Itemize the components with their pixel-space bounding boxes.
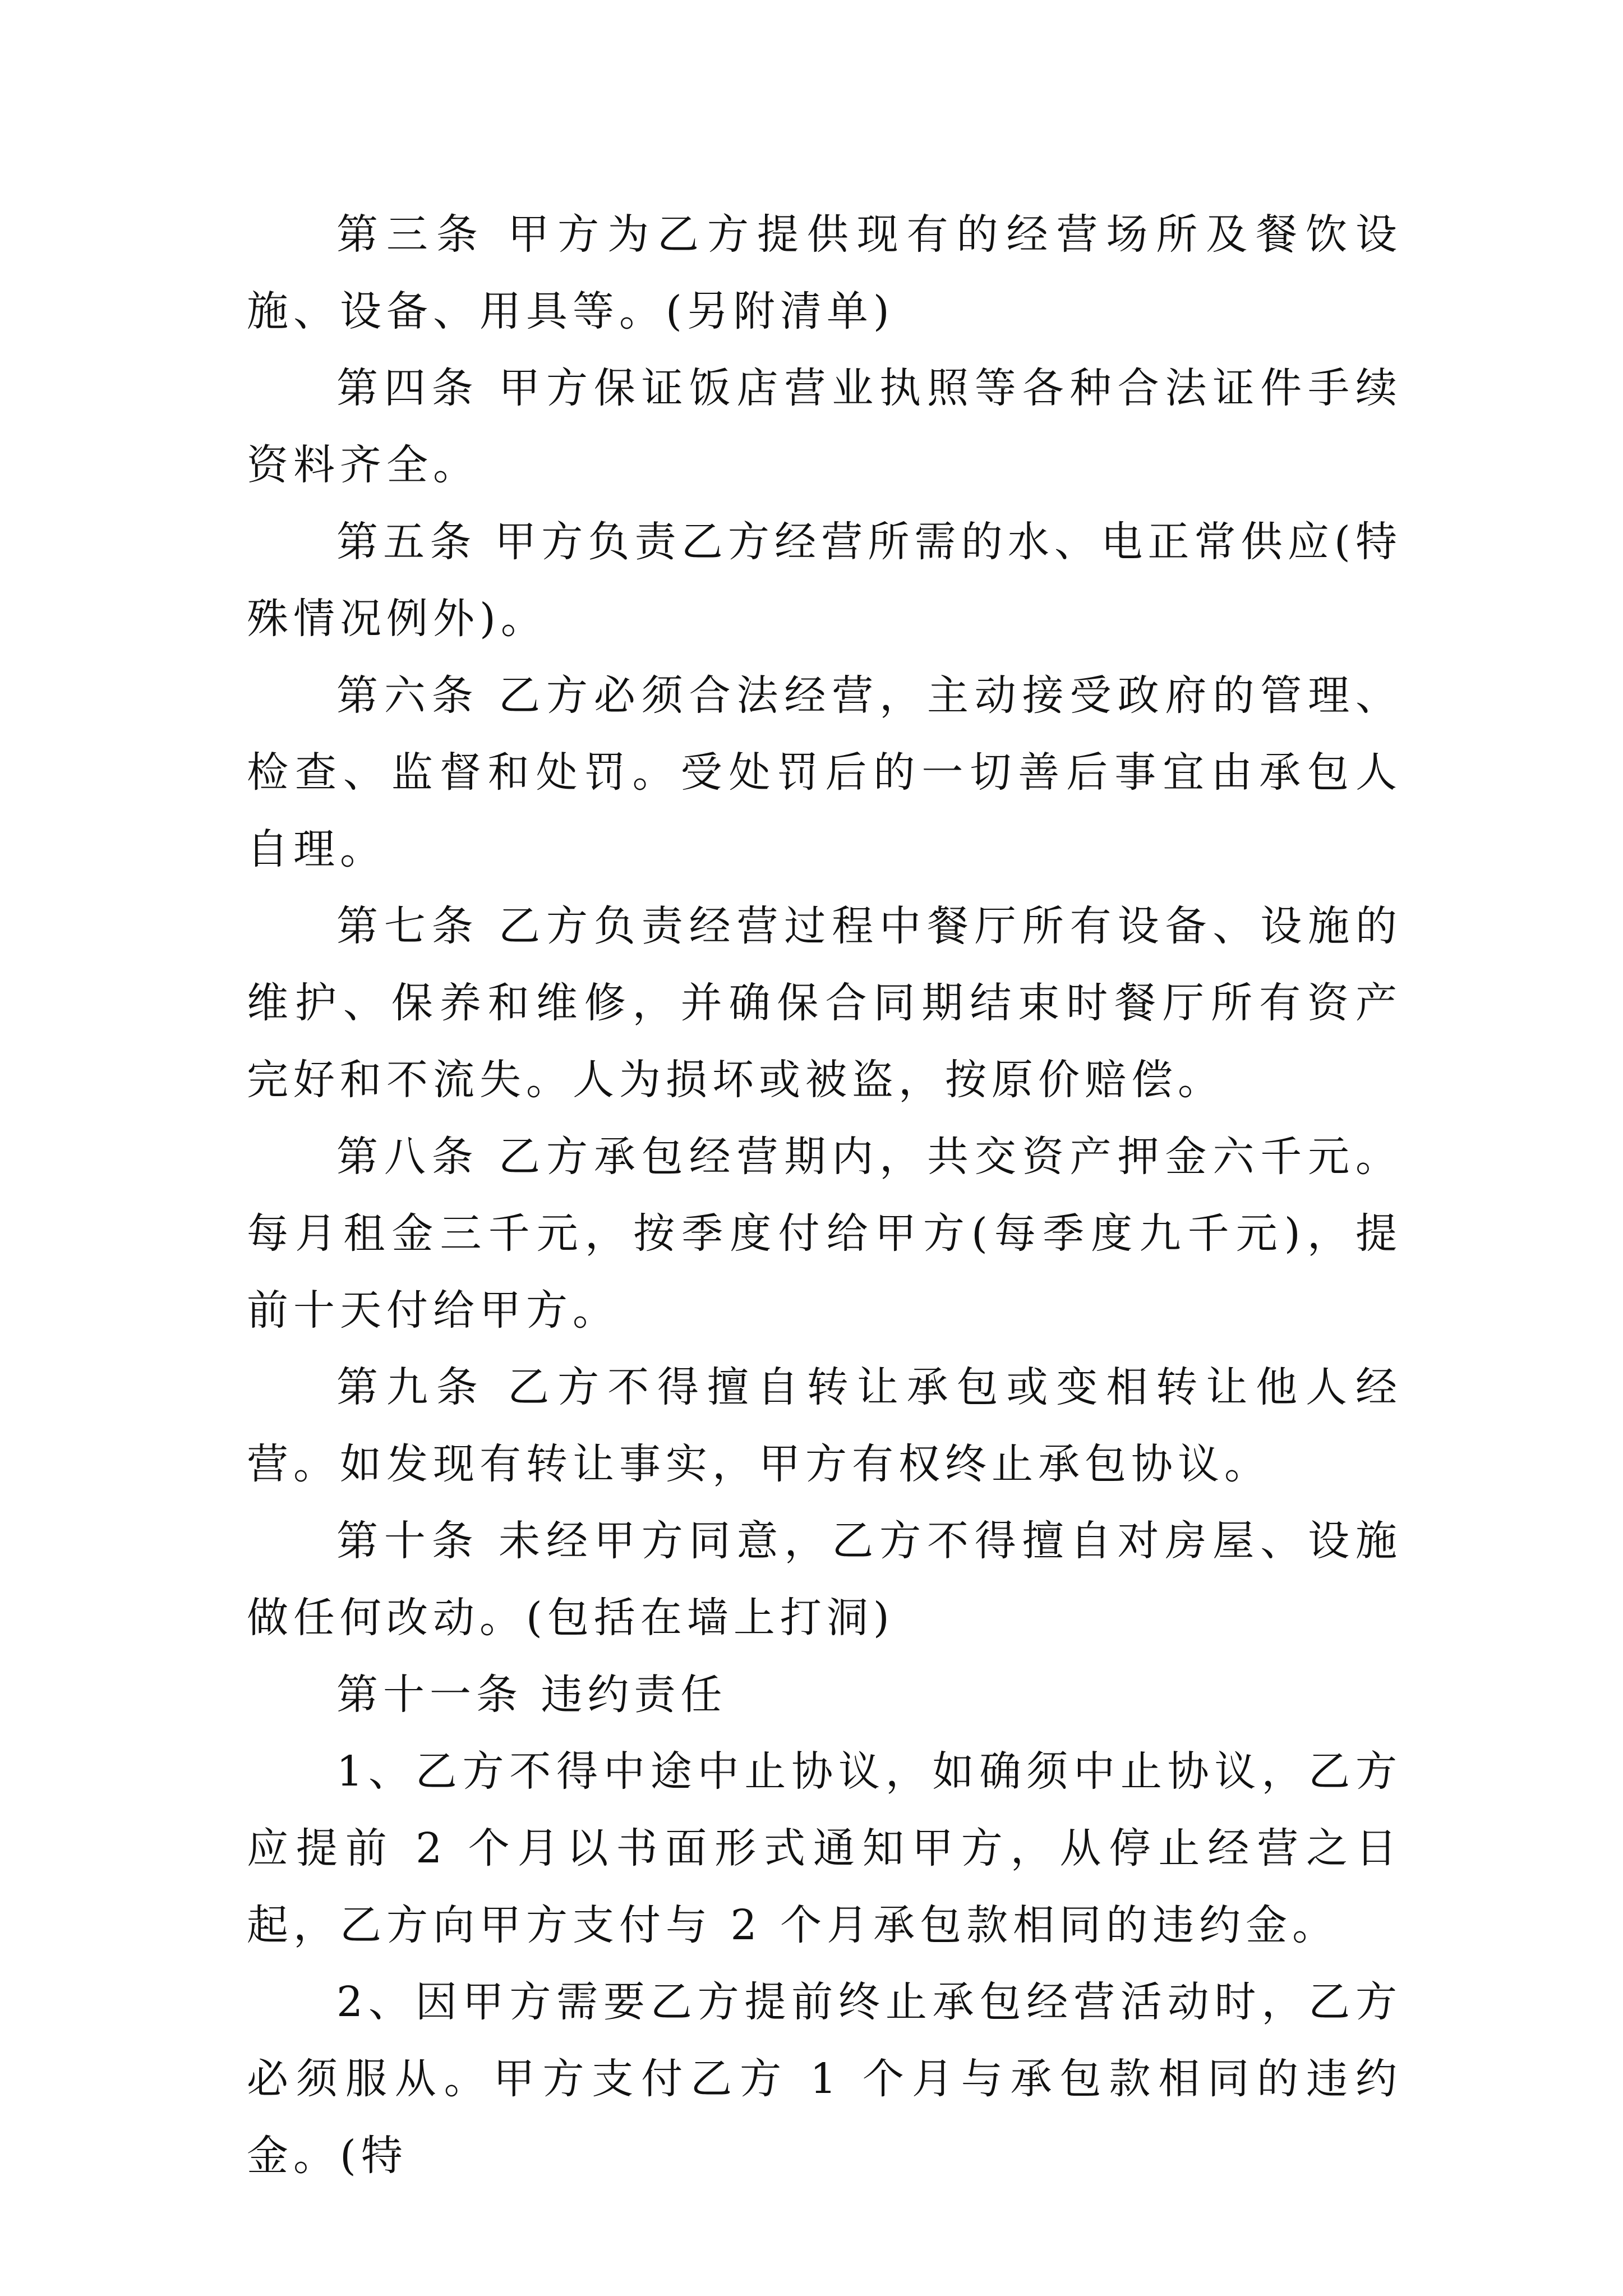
article-5: 第五条 甲方负责乙方经营所需的水、电正常供应(特殊情况例外)。 (247, 518, 1402, 643)
article-10: 第十条 未经甲方同意，乙方不得擅自对房屋、设施做任何改动。(包括在墙上打洞) (247, 1517, 1402, 1642)
article-9: 第九条 乙方不得擅自转让承包或变相转让他人经营。如发现有转让事实，甲方有权终止承包协议。 (247, 1363, 1402, 1488)
article-11-clause-2: 2、因甲方需要乙方提前终止承包经营活动时，乙方必须服从。甲方支付乙方 1 个月与承包款相同的违约金。(特 (247, 1978, 1402, 2180)
article-6: 第六条 乙方必须合法经营，主动接受政府的管理、检查、监督和处罚。受处罚后的一切善后事宜由承包人自理。 (247, 671, 1402, 873)
article-8: 第八条 乙方承包经营期内，共交资产押金六千元。每月租金三千元，按季度付给甲方(每季度九千元)，提前十天付给甲方。 (247, 1133, 1402, 1335)
document-body (247, 196, 1402, 2194)
article-11-clause-1: 1、乙方不得中途中止协议，如确须中止协议，乙方应提前 2 个月以书面形式通知甲方，从停止经营之日起，乙方向甲方支付与 2 个月承包款相同的违约金。 (247, 1747, 1402, 1949)
article-3: 第三条 甲方为乙方提供现有的经营场所及餐饮设施、设备、用具等。(另附清单) (247, 210, 1402, 335)
article-7: 第七条 乙方负责经营过程中餐厅所有设备、设施的维护、保养和维修，并确保合同期结束时餐厅所有资产完好和不流失。人为损坏或被盗，按原价赔偿。 (247, 902, 1402, 1104)
article-11-heading: 第十一条 违约责任 (336, 1671, 727, 1719)
article-4: 第四条 甲方保证饭店营业执照等各种合法证件手续资料齐全。 (247, 364, 1402, 489)
